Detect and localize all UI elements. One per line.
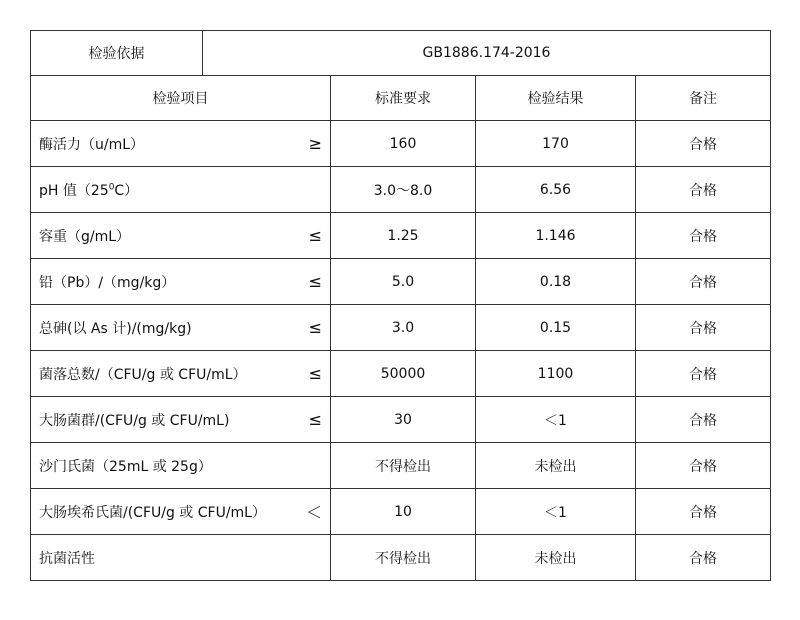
item-label: 大肠埃希氏菌/(CFU/g 或 CFU/mL）: [39, 504, 266, 521]
note-cell: 合格: [636, 167, 771, 213]
result-cell: ＜1: [476, 397, 636, 443]
comparison-operator: ≤: [308, 364, 322, 383]
standard-cell: 5.0: [331, 259, 476, 305]
note-cell: 合格: [636, 121, 771, 167]
inspection-report-table: [30, 30, 770, 581]
comparison-operator: ≤: [308, 226, 322, 245]
note-cell: 合格: [636, 305, 771, 351]
temperature-unit: C）: [114, 182, 139, 199]
result-cell: 未检出: [476, 535, 636, 581]
note-cell: 合格: [636, 489, 771, 535]
table-row: [31, 351, 771, 397]
inspection-basis-row: [31, 31, 771, 76]
comparison-operator: ＜: [305, 503, 322, 522]
item-cell: [31, 443, 331, 489]
standard-cell: 3.0～8.0: [331, 167, 476, 213]
table-row: [31, 489, 771, 535]
item-label: 容重（g/mL）: [39, 228, 131, 245]
table-row: [31, 213, 771, 259]
standard-cell: 50000: [331, 351, 476, 397]
item-cell: [31, 259, 331, 305]
item-cell: [31, 167, 331, 213]
standard-cell: 30: [331, 397, 476, 443]
item-cell: [31, 305, 331, 351]
note-cell: 合格: [636, 259, 771, 305]
item-cell: [31, 535, 331, 581]
results-table: [30, 75, 771, 581]
col-header-standard: 标准要求: [331, 76, 476, 121]
column-header-row: [31, 76, 771, 121]
inspection-basis-value: GB1886.174-2016: [203, 31, 771, 76]
note-cell: 合格: [636, 397, 771, 443]
comparison-operator: ≤: [308, 318, 322, 337]
note-cell: 合格: [636, 351, 771, 397]
inspection-basis-label: 检验依据: [31, 31, 203, 76]
result-cell: 0.15: [476, 305, 636, 351]
result-cell: ＜1: [476, 489, 636, 535]
item-label: 菌落总数/（CFU/g 或 CFU/mL）: [39, 366, 247, 383]
item-label: 总砷(以 As 计)/(mg/kg): [39, 320, 192, 337]
table-row: [31, 121, 771, 167]
comparison-operator: ≤: [308, 272, 322, 291]
note-cell: 合格: [636, 213, 771, 259]
table-row: [31, 535, 771, 581]
result-cell: 170: [476, 121, 636, 167]
result-cell: 1100: [476, 351, 636, 397]
result-rows: [31, 121, 771, 581]
item-label: 大肠菌群/(CFU/g 或 CFU/mL): [39, 412, 230, 429]
table-row: [31, 305, 771, 351]
table-row: [31, 167, 771, 213]
result-cell: 0.18: [476, 259, 636, 305]
table-row: [31, 259, 771, 305]
header-table: [30, 30, 771, 76]
item-cell: [31, 397, 331, 443]
result-cell: 1.146: [476, 213, 636, 259]
standard-cell: 1.25: [331, 213, 476, 259]
comparison-operator: ≤: [308, 410, 322, 429]
result-cell: 未检出: [476, 443, 636, 489]
col-header-item: 检验项目: [31, 76, 331, 121]
item-cell: [31, 213, 331, 259]
degree-superscript: 0: [108, 181, 115, 192]
note-cell: 合格: [636, 443, 771, 489]
item-cell: [31, 489, 331, 535]
standard-cell: 160: [331, 121, 476, 167]
item-cell: [31, 351, 331, 397]
comparison-operator: ≥: [308, 134, 322, 153]
standard-cell: 3.0: [331, 305, 476, 351]
col-header-note: 备注: [636, 76, 771, 121]
result-cell: 6.56: [476, 167, 636, 213]
item-label: 抗菌活性: [39, 550, 95, 567]
standard-cell: 10: [331, 489, 476, 535]
note-cell: 合格: [636, 535, 771, 581]
item-label: 沙门氏菌（25mL 或 25g）: [39, 458, 212, 475]
item-label: pH 值（25: [39, 182, 109, 199]
item-label: 铅（Pb）/（mg/kg）: [39, 274, 176, 291]
item-label: 酶活力（u/mL）: [39, 136, 145, 153]
standard-cell: 不得检出: [331, 535, 476, 581]
table-row: [31, 443, 771, 489]
standard-cell: 不得检出: [331, 443, 476, 489]
col-header-result: 检验结果: [476, 76, 636, 121]
item-cell: [31, 121, 331, 167]
table-row: [31, 397, 771, 443]
